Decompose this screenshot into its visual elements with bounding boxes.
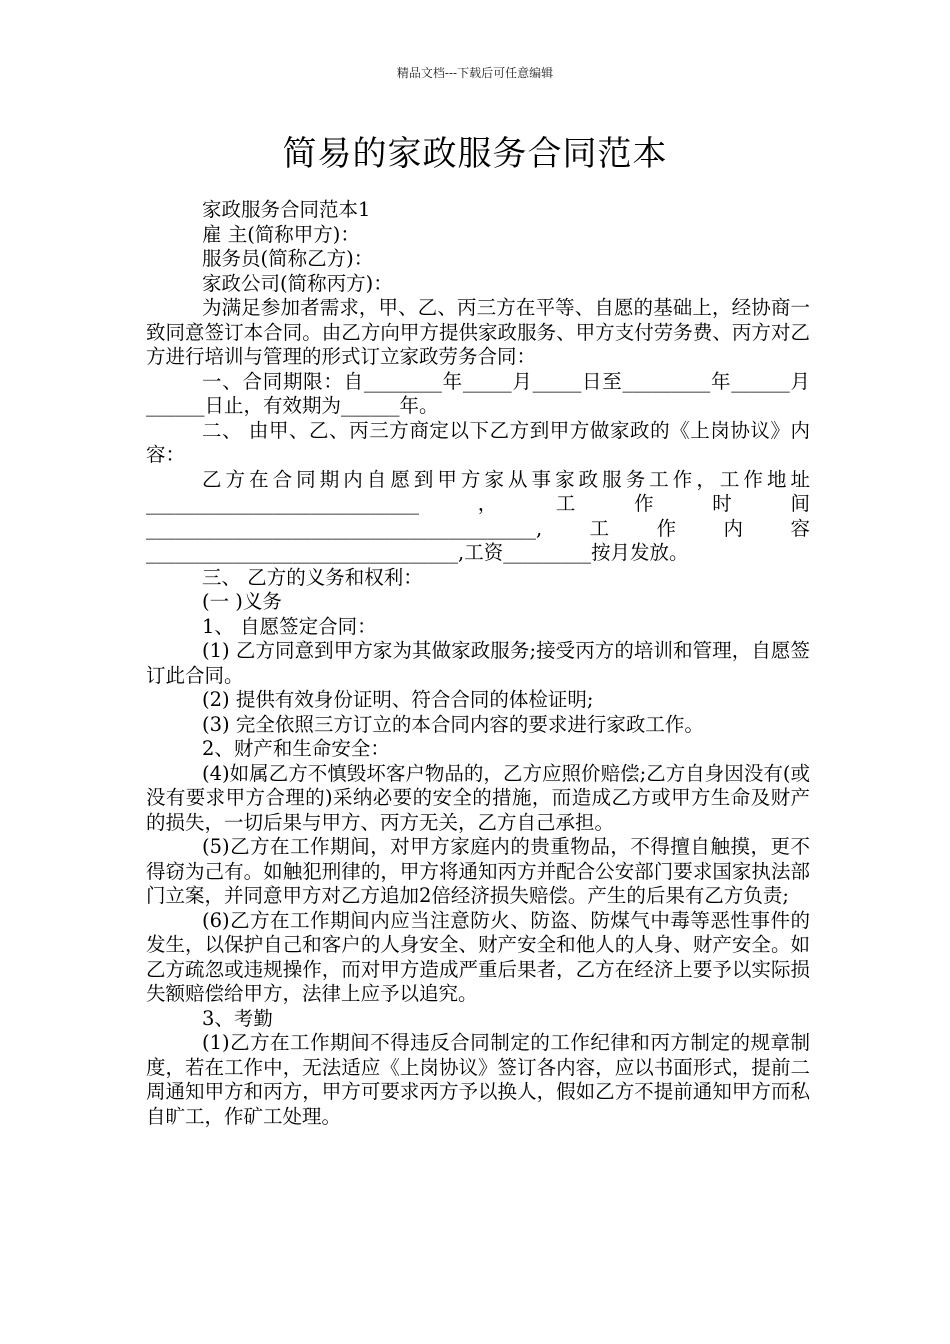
paragraph: (1)乙方在工作期间不得违反合同制定的工作纪律和丙方制定的规章制度，若在工作中，无法适应《上岗协议》签订各内容，应以书面形式，提前二周通知甲方和丙方，甲方可要求丙方予以换人，假如乙方不提前通知甲方而私自旷工，作矿工处理。 — [146, 1031, 810, 1128]
paragraph: 服务员(简称乙方)： — [202, 247, 374, 270]
paragraph: 乙方在合同期内自愿到甲方家从事家政服务工作，工作地址____________________________，工作时间________________________________________,工作内容________________________________,工资_________按月发放。 — [146, 467, 810, 564]
document-body — [146, 198, 810, 1129]
paragraph: (5)乙方在工作期间，对甲方家庭内的贵重物品，不得擅自触摸，更不得窃为己有。如触犯刑律的，甲方将通知丙方并配合公安部门要求国家执法部门立案，并同意甲方对乙方追加2倍经济损失赔偿。产生的后果有乙方负责; — [146, 835, 810, 907]
paragraph: (3) 完全依照三方订立的本合同内容的要求进行家政工作。 — [202, 712, 704, 736]
paragraph: (一 )义务 — [202, 590, 282, 613]
paragraph: 二、 由甲、乙、丙三方商定以下乙方到甲方做家政的《上岗协议》内容： — [146, 418, 810, 466]
paragraph: 雇 主(简称甲方)： — [202, 222, 360, 246]
paragraph: (1) 乙方同意到甲方家为其做家政服务;接受丙方的培训和管理，自愿签订此合同。 — [146, 639, 810, 687]
paragraph: 家政公司(简称丙方)： — [202, 271, 393, 295]
paragraph: 3、考勤 — [202, 1006, 273, 1030]
document-title: 简易的家政服务合同范本 — [282, 134, 668, 174]
paragraph: 一、合同期限：自________年_____月_____日至_________年______月______日止，有效期为______年。 — [146, 369, 810, 417]
paragraph: 三、 乙方的义务和权利： — [202, 565, 423, 589]
paragraph: 1、 自愿签定合同： — [202, 614, 377, 638]
paragraph: 2、财产和生命安全： — [202, 737, 390, 760]
paragraph: (2) 提供有效身份证明、符合合同的体检证明; — [202, 688, 594, 711]
paragraph: (4)如属乙方不慎毁坏客户物品的，乙方应照价赔偿;乙方自身因没有(或没有要求甲方合理的)采纳必要的安全的措施，而造成乙方或甲方生命及财产的损失，一切后果与甲方、丙方无关，乙方自己承担。 — [146, 761, 810, 834]
paragraph: 为满足参加者需求，甲、乙、丙三方在平等、自愿的基础上，经协商一致同意签订本合同。由乙方向甲方提供家政服务、甲方支付劳务费、丙方对乙方进行培训与管理的形式订立家政劳务合同： — [146, 296, 810, 368]
paragraph: (6)乙方在工作期间内应当注意防火、防盗、防煤气中毒等恶性事件的发生，以保护自己和客户的人身安全、财产安全和他人的人身、财产安全。如乙方疏忽或违规操作，而对甲方造成严重后果者，乙方在经济上要予以实际损失额赔偿给甲方，法律上应予以追究。 — [146, 908, 810, 1005]
page-header-note: 精品文档---下载后可任意编辑 — [396, 66, 554, 80]
paragraph: 家政服务合同范本1 — [202, 198, 371, 221]
